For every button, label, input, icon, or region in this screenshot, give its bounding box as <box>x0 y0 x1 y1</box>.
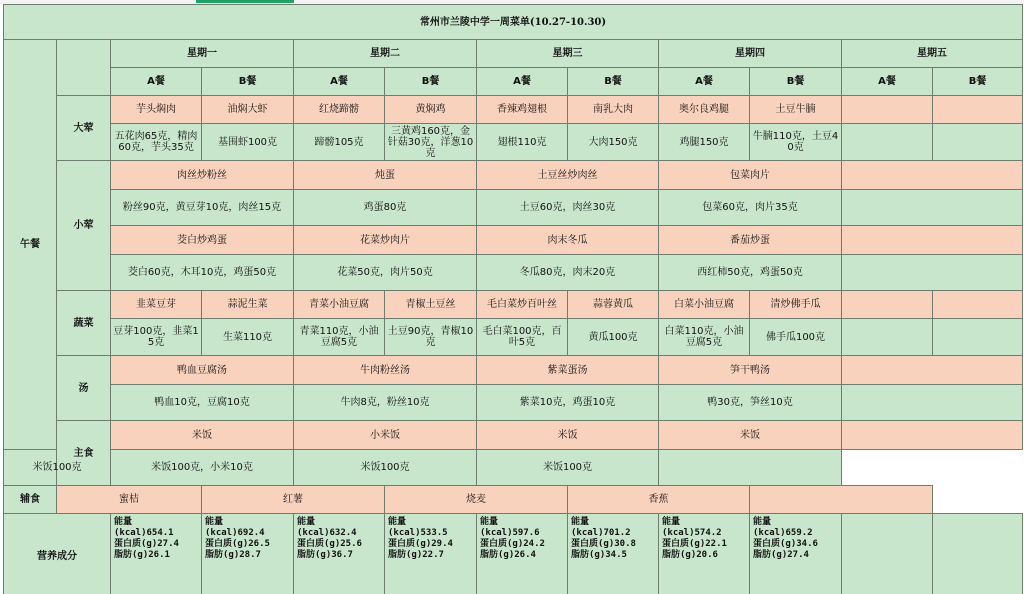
nutrition-line: 能量 <box>571 517 590 527</box>
staple-detail[interactable] <box>659 450 842 486</box>
title-row <box>4 5 1023 40</box>
soup-detail[interactable]: 牛肉8克，粉丝10克 <box>294 385 477 421</box>
nutrition-line: (kcal)597.6 <box>480 528 540 538</box>
small-dish-name[interactable] <box>842 226 1023 255</box>
day-header[interactable]: 星期二 <box>294 40 477 68</box>
nutrition-cell[interactable] <box>750 514 842 594</box>
set-b-header[interactable]: B餐 <box>385 68 477 96</box>
nutrition-line: 蛋白质(g)29.4 <box>388 539 453 549</box>
veg-dish-name[interactable]: 青椒土豆丝 <box>385 291 477 319</box>
day-header[interactable]: 星期三 <box>477 40 659 68</box>
main-dish-detail-row <box>4 124 1023 161</box>
veg-dish-detail[interactable] <box>842 319 933 356</box>
main-dish-name[interactable]: 奥尔良鸡腿 <box>659 96 750 124</box>
nutrition-line: 蛋白质(g)22.1 <box>662 539 727 549</box>
small-dish-name[interactable]: 番茄炒蛋 <box>659 226 842 255</box>
staple-name[interactable] <box>842 421 1023 450</box>
nutrition-row <box>4 514 1023 594</box>
main-dish-name[interactable] <box>842 96 933 124</box>
set-a-header[interactable]: A餐 <box>659 68 750 96</box>
set-b-header[interactable]: B餐 <box>933 68 1023 96</box>
set-a-header[interactable]: A餐 <box>842 68 933 96</box>
nutrition-line: 脂肪(g)22.7 <box>388 550 444 560</box>
soup-name[interactable]: 紫菜蛋汤 <box>477 356 659 385</box>
small-dish-name[interactable]: 肉丝炒粉丝 <box>111 161 294 190</box>
nutrition-line: 能量 <box>297 517 316 527</box>
small-dish-name[interactable]: 炖蛋 <box>294 161 477 190</box>
active-column-indicator <box>196 0 294 3</box>
category-side[interactable]: 辅食 <box>4 486 57 514</box>
staple-name[interactable]: 小米饭 <box>294 421 477 450</box>
set-b-header[interactable]: B餐 <box>750 68 842 96</box>
small-dish-name-row-1 <box>4 161 1023 190</box>
sets-row <box>4 68 1023 96</box>
soup-detail[interactable] <box>842 385 1023 421</box>
veg-dish-detail[interactable] <box>933 319 1023 356</box>
nutrition-line: 能量 <box>114 517 133 527</box>
veg-dish-detail[interactable]: 土豆90克，青椒10克 <box>385 319 477 356</box>
veg-dish-name[interactable]: 毛白菜炒百叶丝 <box>477 291 568 319</box>
soup-name-row <box>4 356 1023 385</box>
staple-name[interactable]: 米饭 <box>659 421 842 450</box>
main-dish-name[interactable]: 芋头焖肉 <box>111 96 202 124</box>
veg-dish-detail[interactable]: 黄瓜100克 <box>568 319 659 356</box>
day-header[interactable]: 星期五 <box>842 40 1023 68</box>
nutrition-line: 蛋白质(g)27.4 <box>114 539 179 549</box>
soup-detail[interactable]: 鸭30克，笋丝10克 <box>659 385 842 421</box>
main-dish-detail[interactable]: 大肉150克 <box>568 124 659 161</box>
set-b-header[interactable]: B餐 <box>568 68 659 96</box>
side-row <box>4 486 1023 514</box>
nutrition-line: 能量 <box>388 517 407 527</box>
veg-dish-name[interactable]: 白菜小油豆腐 <box>659 291 750 319</box>
staple-detail[interactable]: 米饭100克 <box>4 450 111 486</box>
nutrition-line: 蛋白质(g)30.8 <box>571 539 636 549</box>
veg-dish-name[interactable]: 清炒佛手瓜 <box>750 291 842 319</box>
veg-dish-detail[interactable]: 豆芽100克，韭菜15克 <box>111 319 202 356</box>
main-dish-name[interactable]: 油焖大虾 <box>202 96 294 124</box>
staple-detail[interactable]: 米饭100克 <box>477 450 659 486</box>
soup-name[interactable]: 鸭血豆腐汤 <box>111 356 294 385</box>
veg-name-row <box>4 291 1023 319</box>
main-dish-detail[interactable]: 蹄髈105克 <box>294 124 385 161</box>
nutrition-cell[interactable] <box>568 514 659 594</box>
soup-detail[interactable]: 紫菜10克，鸡蛋10克 <box>477 385 659 421</box>
soup-name[interactable]: 牛肉粉丝汤 <box>294 356 477 385</box>
nutrition-line: 蛋白质(g)34.6 <box>753 539 818 549</box>
main-dish-name[interactable]: 南乳大肉 <box>568 96 659 124</box>
category-veg[interactable]: 蔬菜 <box>57 291 111 356</box>
small-dish-detail-row-1 <box>4 190 1023 226</box>
nutrition-label[interactable]: 营养成分 <box>4 514 111 594</box>
main-dish-detail[interactable]: 五花肉65克，精肉60克，芋头35克 <box>111 124 202 161</box>
staple-name[interactable]: 米饭 <box>477 421 659 450</box>
main-dish-detail[interactable]: 牛腩110克，土豆40克 <box>750 124 842 161</box>
nutrition-line: 能量 <box>662 517 681 527</box>
nutrition-line: 脂肪(g)20.6 <box>662 550 718 560</box>
soup-detail[interactable]: 鸭血10克，豆腐10克 <box>111 385 294 421</box>
main-dish-detail[interactable]: 基围虾100克 <box>202 124 294 161</box>
small-dish-detail[interactable]: 冬瓜80克，肉末20克 <box>477 255 659 291</box>
nutrition-line: 蛋白质(g)25.6 <box>297 539 362 549</box>
category-soup[interactable]: 汤 <box>57 356 111 421</box>
nutrition-cell[interactable] <box>294 514 385 594</box>
soup-name[interactable] <box>842 356 1023 385</box>
main-dish-detail[interactable]: 三黄鸡160克，金针菇30克，洋葱10克 <box>385 124 477 161</box>
nutrition-line: (kcal)659.2 <box>753 528 813 538</box>
small-dish-name[interactable]: 包菜肉片 <box>659 161 842 190</box>
set-a-header[interactable]: A餐 <box>111 68 202 96</box>
nutrition-cell[interactable] <box>111 514 202 594</box>
side-name[interactable] <box>750 486 933 514</box>
nutrition-line: 脂肪(g)28.7 <box>205 550 261 560</box>
small-dish-detail[interactable]: 茭白60克，木耳10克，鸡蛋50克 <box>111 255 294 291</box>
main-dish-name-row <box>4 96 1023 124</box>
veg-dish-name[interactable] <box>842 291 933 319</box>
staple-detail[interactable]: 米饭100克 <box>294 450 477 486</box>
side-name[interactable]: 红薯 <box>202 486 385 514</box>
side-name[interactable]: 蜜桔 <box>57 486 202 514</box>
staple-name[interactable]: 米饭 <box>111 421 294 450</box>
veg-dish-detail[interactable]: 佛手瓜100克 <box>750 319 842 356</box>
nutrition-line: 能量 <box>480 517 499 527</box>
main-dish-detail[interactable]: 翅根110克 <box>477 124 568 161</box>
set-a-header[interactable]: A餐 <box>477 68 568 96</box>
nutrition-line: 脂肪(g)26.1 <box>114 550 170 560</box>
veg-dish-name[interactable]: 蒜泥生菜 <box>202 291 294 319</box>
day-header[interactable]: 星期一 <box>111 40 294 68</box>
nutrition-line: (kcal)692.4 <box>205 528 265 538</box>
veg-dish-name[interactable] <box>933 291 1023 319</box>
page-title[interactable]: 常州市兰陵中学一周菜单(10.27-10.30) <box>4 5 1023 40</box>
small-dish-detail[interactable]: 包菜60克，肉片35克 <box>659 190 842 226</box>
nutrition-line: (kcal)701.2 <box>571 528 631 538</box>
small-dish-detail[interactable]: 鸡蛋80克 <box>294 190 477 226</box>
small-dish-detail[interactable] <box>842 255 1023 291</box>
meal-label[interactable]: 午餐 <box>4 40 57 450</box>
staple-name-row <box>4 421 1023 450</box>
days-row <box>4 40 1023 68</box>
nutrition-cell[interactable] <box>842 514 933 594</box>
veg-dish-name[interactable]: 青菜小油豆腐 <box>294 291 385 319</box>
small-dish-detail[interactable]: 粉丝90克，黄豆芽10克，肉丝15克 <box>111 190 294 226</box>
nutrition-cell[interactable] <box>477 514 568 594</box>
veg-dish-name[interactable]: 韭菜豆芽 <box>111 291 202 319</box>
nutrition-cell[interactable] <box>202 514 294 594</box>
small-dish-name[interactable]: 土豆丝炒肉丝 <box>477 161 659 190</box>
side-name[interactable]: 烧麦 <box>385 486 568 514</box>
set-b-header[interactable]: B餐 <box>202 68 294 96</box>
category-staple[interactable]: 主食 <box>57 421 111 486</box>
main-dish-name[interactable]: 黄焖鸡 <box>385 96 477 124</box>
soup-name[interactable]: 笋干鸭汤 <box>659 356 842 385</box>
nutrition-line: 能量 <box>205 517 224 527</box>
nutrition-line: (kcal)632.4 <box>297 528 357 538</box>
nutrition-cell[interactable] <box>659 514 750 594</box>
main-dish-name[interactable]: 香辣鸡翅根 <box>477 96 568 124</box>
nutrition-line: 脂肪(g)26.4 <box>480 550 536 560</box>
small-dish-name[interactable]: 花菜炒肉片 <box>294 226 477 255</box>
category-main[interactable]: 大荤 <box>57 96 111 161</box>
staple-detail[interactable]: 米饭100克，小米10克 <box>111 450 294 486</box>
set-a-header[interactable]: A餐 <box>294 68 385 96</box>
nutrition-line: 能量 <box>753 517 772 527</box>
small-dish-name[interactable]: 肉末冬瓜 <box>477 226 659 255</box>
main-dish-detail[interactable] <box>933 124 1023 161</box>
small-dish-detail[interactable]: 西红柿50克，鸡蛋50克 <box>659 255 842 291</box>
veg-dish-detail[interactable]: 生菜110克 <box>202 319 294 356</box>
main-dish-name[interactable]: 土豆牛腩 <box>750 96 842 124</box>
day-header[interactable]: 星期四 <box>659 40 842 68</box>
soup-detail-row <box>4 385 1023 421</box>
nutrition-line: 蛋白质(g)24.2 <box>480 539 545 549</box>
main-dish-detail[interactable]: 鸡腿150克 <box>659 124 750 161</box>
nutrition-line: 脂肪(g)27.4 <box>753 550 809 560</box>
corner-cell[interactable] <box>57 40 111 96</box>
nutrition-cell[interactable] <box>933 514 1023 594</box>
category-small[interactable]: 小荤 <box>57 161 111 291</box>
nutrition-cell[interactable] <box>385 514 477 594</box>
veg-dish-detail[interactable]: 毛白菜100克，百叶5克 <box>477 319 568 356</box>
nutrition-line: (kcal)533.5 <box>388 528 448 538</box>
veg-detail-row <box>4 319 1023 356</box>
nutrition-line: 脂肪(g)34.5 <box>571 550 627 560</box>
small-dish-detail[interactable]: 土豆60克，肉丝30克 <box>477 190 659 226</box>
small-dish-name[interactable] <box>842 161 1023 190</box>
nutrition-line: (kcal)654.1 <box>114 528 174 538</box>
side-name[interactable]: 香蕉 <box>568 486 750 514</box>
main-dish-name[interactable]: 红烧蹄髈 <box>294 96 385 124</box>
main-dish-detail[interactable] <box>842 124 933 161</box>
small-dish-detail[interactable]: 花菜50克，肉片50克 <box>294 255 477 291</box>
small-dish-detail-row-2 <box>4 255 1023 291</box>
weekly-menu-table <box>3 4 1023 594</box>
small-dish-name-row-2 <box>4 226 1023 255</box>
main-dish-name[interactable] <box>933 96 1023 124</box>
nutrition-line: 脂肪(g)36.7 <box>297 550 353 560</box>
small-dish-name[interactable]: 茭白炒鸡蛋 <box>111 226 294 255</box>
veg-dish-detail[interactable]: 青菜110克，小油豆腐5克 <box>294 319 385 356</box>
small-dish-detail[interactable] <box>842 190 1023 226</box>
veg-dish-name[interactable]: 蒜蓉黄瓜 <box>568 291 659 319</box>
veg-dish-detail[interactable]: 白菜110克，小油豆腐5克 <box>659 319 750 356</box>
nutrition-line: (kcal)574.2 <box>662 528 722 538</box>
nutrition-line: 蛋白质(g)26.5 <box>205 539 270 549</box>
staple-detail-row <box>4 450 1023 486</box>
